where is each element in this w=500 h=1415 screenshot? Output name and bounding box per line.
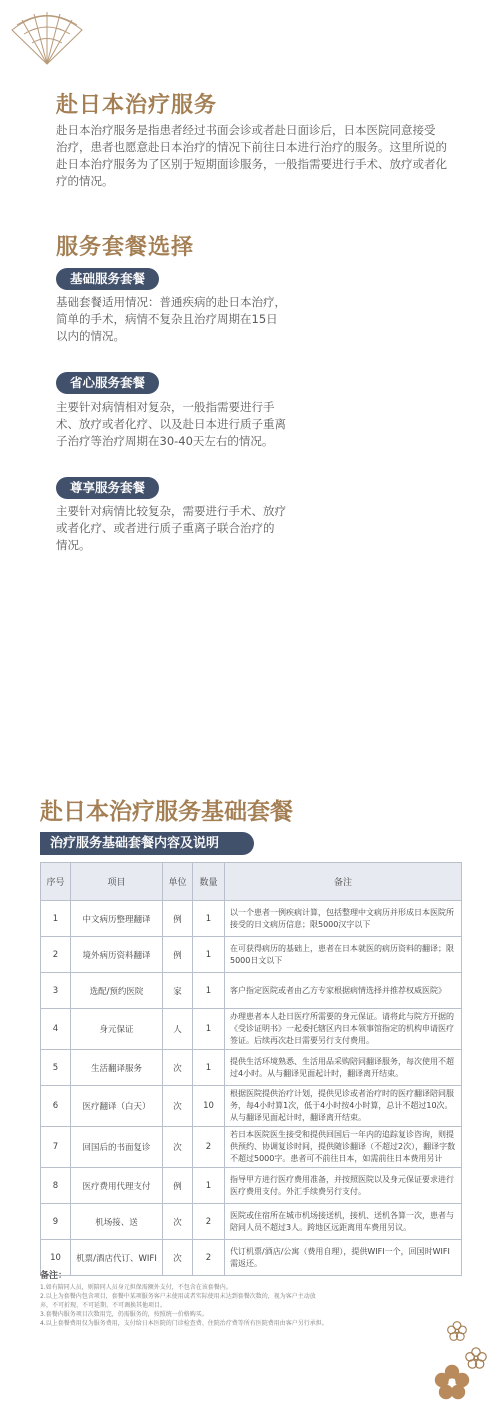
basic-package-title: 赴日本治疗服务基础套餐 [40, 799, 293, 825]
cell-item: 选配/预约医院 [71, 973, 163, 1009]
note-line: 弃，不可折现、不可延期、不可调换其他项目。 [40, 1302, 167, 1309]
table-row [41, 1168, 462, 1204]
cell-unit: 家 [163, 973, 193, 1009]
cell-note: 办理患者本人赴日医疗所需要的身元保证。请将此与院方开据的《受诊证明书》一起委托辖区内日本领事馆指定的机构申请医疗签证。后续再次赴日需要另行支付费用。 [225, 1009, 462, 1050]
notes-heading: 备注： [40, 1271, 68, 1281]
package-basic-label: 基础服务套餐 [56, 268, 159, 290]
flower-icon [432, 1362, 472, 1402]
desc-line: 术、放疗或者化疗、以及赴日本进行质子重离 [56, 417, 286, 431]
note-line: 4.以上套餐费用仅为服务费用，支付给日本医院的门诊检查费、住院治疗费等所有医院费用由客户另行承担。 [40, 1320, 328, 1327]
table-row [41, 1050, 462, 1086]
cell-note: 在可获得病历的基础上，患者在日本就医的病历资料的翻译；限5000日文以下 [225, 937, 462, 973]
cell-item: 机场接、送 [71, 1204, 163, 1240]
cell-qty: 1 [193, 1009, 225, 1050]
cell-item: 医疗翻译（白天） [71, 1086, 163, 1127]
package-premium-label: 尊享服务套餐 [56, 477, 159, 499]
packages-title: 服务套餐选择 [56, 235, 195, 260]
cell-no: 6 [41, 1086, 71, 1127]
cell-no: 4 [41, 1009, 71, 1050]
cell-no: 9 [41, 1204, 71, 1240]
cell-qty: 1 [193, 973, 225, 1009]
cell-note: 指导甲方进行医疗费用准备，并按照医院以及身元保证要求进行医疗费用支付。外汇手续费另行支付。 [225, 1168, 462, 1204]
table-row [41, 1240, 462, 1276]
cell-no: 1 [41, 901, 71, 937]
table-row [41, 1086, 462, 1127]
cell-unit: 次 [163, 1204, 193, 1240]
cell-qty: 2 [193, 1127, 225, 1168]
cell-no: 3 [41, 973, 71, 1009]
desc-line: 主要针对病情比较复杂，需要进行手术、放疗 [56, 504, 286, 518]
desc-line: 主要针对病情相对复杂，一般指需要进行手 [56, 400, 275, 414]
intro-paragraph [56, 122, 476, 190]
cell-unit: 次 [163, 1086, 193, 1127]
table-row [41, 1127, 462, 1168]
cell-unit: 次 [163, 1240, 193, 1276]
cell-unit: 例 [163, 937, 193, 973]
header-no: 序号 [41, 863, 71, 901]
cell-note: 若日本医院医生接受和提供回国后一年内的追踪复诊咨询，则提供预约、协调复诊时间，提供随诊翻译（不超过2次），翻译字数不超过5000字。患者可不前往日本，如需前往日本费用另计 [225, 1127, 462, 1168]
basic-package-subtitle: 治疗服务基础套餐内容及说明 [40, 832, 254, 855]
cell-qty: 2 [193, 1240, 225, 1276]
intro-line: 治疗，患者也愿意赴日本治疗的情况下前往日本进行治疗的服务。这里所说的 [56, 140, 447, 154]
table-row [41, 901, 462, 937]
cell-note: 客户指定医院或者由乙方专家根据病情选择并推荐权威医院》 [225, 973, 462, 1009]
cell-no: 2 [41, 937, 71, 973]
cell-qty: 1 [193, 937, 225, 973]
package-worry-free-desc [56, 399, 296, 450]
cell-no: 10 [41, 1240, 71, 1276]
cell-unit: 人 [163, 1009, 193, 1050]
cell-qty: 10 [193, 1086, 225, 1127]
note-line: 2.以上为套餐内包含项目，套餐中某项服务客户未使用或者实际使用未达到套餐次数的，视为客户主动放 [40, 1293, 316, 1300]
cell-item: 中文病历整理翻译 [71, 901, 163, 937]
intro-line: 赴日本治疗服务为了区别于短期面诊服务，一般指需要进行手术、放疗或者化 [56, 157, 447, 171]
intro-title: 赴日本治疗服务 [56, 93, 218, 118]
cell-note: 代订机票/酒店/公寓（费用自理），提供WIFI一个，回国时WIFI需返还。 [225, 1240, 462, 1276]
note-line: 3.套餐内服务项目次数用完，仍需服务的，按照统一价格购买。 [40, 1311, 208, 1318]
flower-outline-icon [446, 1320, 468, 1342]
cell-no: 7 [41, 1127, 71, 1168]
desc-line: 基础套餐适用情况：普通疾病的赴日本治疗， [56, 295, 286, 309]
desc-line: 以内的情况。 [56, 329, 125, 343]
cell-qty: 1 [193, 1168, 225, 1204]
notes-block [40, 1272, 380, 1328]
cell-note: 以一个患者一例疾病计算，包括整理中文病历并形成日本医院所接受的日文病历信息；限5000汉字以下 [225, 901, 462, 937]
cell-item: 生活翻译服务 [71, 1050, 163, 1086]
folding-fan-icon [8, 8, 86, 68]
intro-line: 疗的情况。 [56, 174, 114, 188]
intro-line: 赴日本治疗服务是指患者经过书面会诊或者赴日面诊后，日本医院同意接受 [56, 123, 436, 137]
cell-unit: 次 [163, 1050, 193, 1086]
cell-item: 医疗费用代理支付 [71, 1168, 163, 1204]
package-premium-desc [56, 503, 296, 554]
header-unit: 单位 [163, 863, 193, 901]
desc-line: 简单的手术，病情不复杂且治疗周期在15日 [56, 312, 278, 326]
package-basic-desc [56, 294, 296, 345]
table-header-row [41, 863, 462, 901]
header-qty: 数量 [193, 863, 225, 901]
desc-line: 或者化疗、或者进行质子重离子联合治疗的 [56, 521, 275, 535]
table-row [41, 1204, 462, 1240]
cell-unit: 例 [163, 901, 193, 937]
header-note: 备注 [225, 863, 462, 901]
service-table [40, 862, 462, 1276]
desc-line: 子治疗等治疗周期在30-40天左右的情况。 [56, 434, 274, 448]
cell-qty: 1 [193, 901, 225, 937]
desc-line: 情况。 [56, 538, 91, 552]
cell-unit: 次 [163, 1127, 193, 1168]
cell-item: 回国后的书面复诊 [71, 1127, 163, 1168]
table-row [41, 973, 462, 1009]
cell-note: 提供生活环境熟悉、生活用品采购陪同翻译服务，每次使用不超过4小时。从与翻译见面起计时，翻译离开结束。 [225, 1050, 462, 1086]
package-worry-free-label: 省心服务套餐 [56, 372, 159, 394]
note-line: 1.如有陪同人员，则陪同人员身元担保需额外支付，不包含在该套餐内。 [40, 1284, 232, 1291]
table-row [41, 937, 462, 973]
cell-item: 境外病历资料翻译 [71, 937, 163, 973]
cell-no: 8 [41, 1168, 71, 1204]
header-item: 项目 [71, 863, 163, 901]
cell-qty: 1 [193, 1050, 225, 1086]
cell-unit: 例 [163, 1168, 193, 1204]
cell-note: 根据医院提供治疗计划，提供见诊或者治疗时的医疗翻译陪同服务，每4小时算1次，低于4小时按4小时算，总计不超过10次。从与翻译见面起计时，翻译离开结束。 [225, 1086, 462, 1127]
cell-item: 机票/酒店代订、WIFI [71, 1240, 163, 1276]
cell-note: 医院或住宿所在城市机场接送机，接机、送机各算一次，患者与陪同人员不超过3人。跨地区远距离用车费用另议。 [225, 1204, 462, 1240]
cell-qty: 2 [193, 1204, 225, 1240]
table-row [41, 1009, 462, 1050]
cell-item: 身元保证 [71, 1009, 163, 1050]
cell-no: 5 [41, 1050, 71, 1086]
